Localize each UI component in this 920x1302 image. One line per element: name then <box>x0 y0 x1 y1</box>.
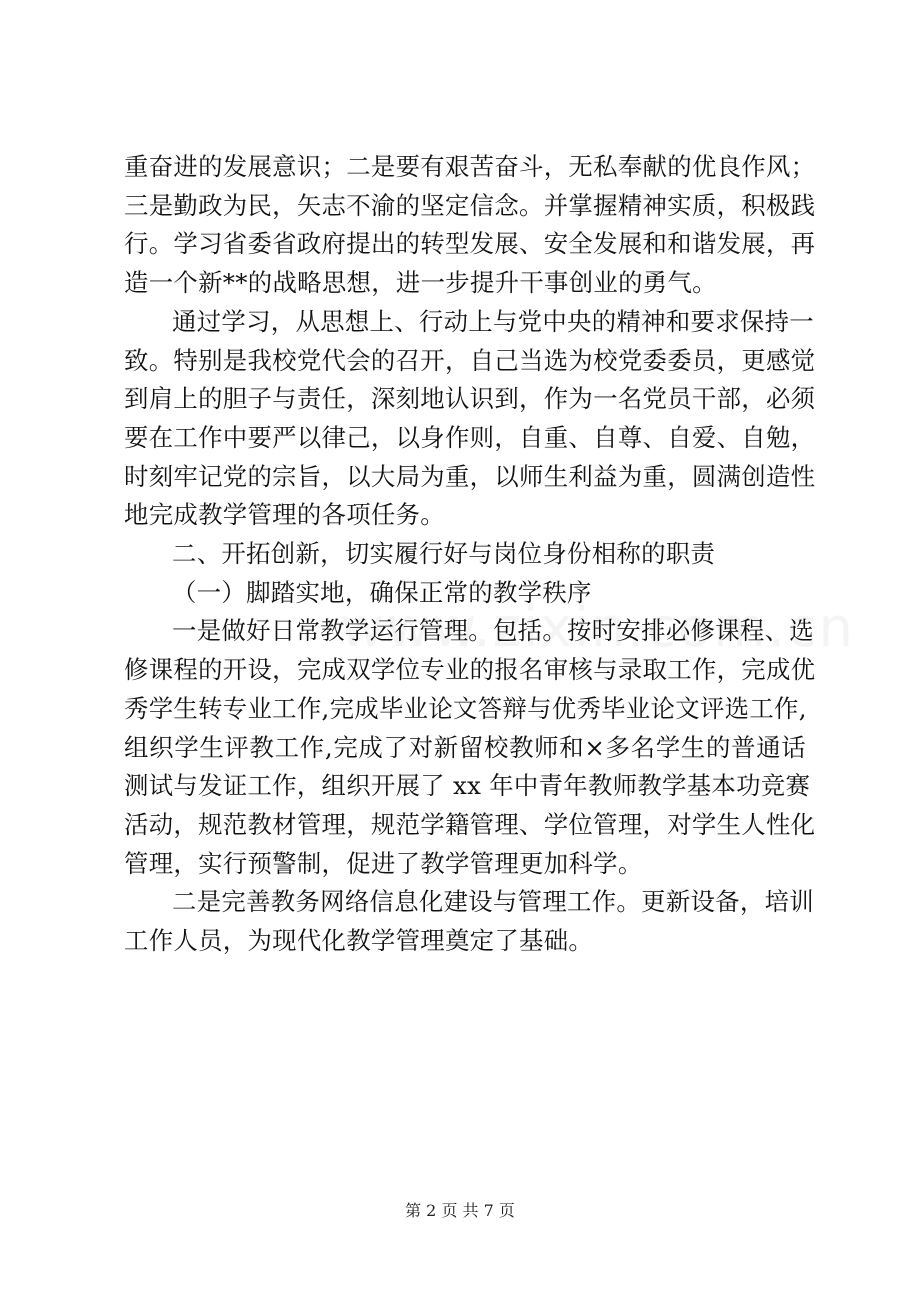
text-line: 秀学生转专业工作,完成毕业论文答辩与优秀毕业论文评选工作, <box>124 693 807 723</box>
text-line: 通过学习，从思想上、行动上与党中央的精神和要求保持一 <box>172 306 814 336</box>
text-line: 二是完善教务网络信息化建设与管理工作。更新设备，培训 <box>172 887 814 917</box>
document-body <box>124 148 816 961</box>
text-line: 二、开拓创新，切实履行好与岗位身份相称的职责 <box>172 539 716 569</box>
text-line: 时刻牢记党的宗旨，以大局为重，以师生利益为重，圆满创造性 <box>124 461 816 491</box>
text-line: 活动，规范教材管理，规范学籍管理、学位管理，对学生人性化 <box>124 809 816 839</box>
paragraph <box>124 883 814 960</box>
text-line: 要在工作中要严以律己，以身作则，自重、自尊、自爱、自勉， <box>124 422 816 452</box>
page-footer: 第 2 页 共 7 页 <box>405 1201 515 1220</box>
text-line: 工作人员，为现代化教学管理奠定了基础。 <box>124 926 594 956</box>
paragraph <box>124 574 806 613</box>
text-line: 到肩上的胆子与责任，深刻地认识到，作为一名党员干部，必须 <box>124 384 816 414</box>
text-line: 致。特别是我校党代会的召开，自己当选为校党委委员，更感觉 <box>124 345 816 375</box>
paragraph <box>124 612 816 883</box>
text-line: 行。学习省委省政府提出的转型发展、安全发展和和谐发展，再 <box>124 229 816 259</box>
text-line: 一是做好日常教学运行管理。包括。按时安排必修课程、选 <box>172 616 814 646</box>
text-line: 修课程的开设，完成双学位专业的报名审核与录取工作，完成优 <box>124 655 816 685</box>
text-line: 造一个新**的战略思想，进一步提升干事创业的勇气。 <box>124 268 717 298</box>
text-line: 组织学生评教工作,完成了对新留校教师和×多名学生的普通话 <box>124 732 806 762</box>
text-line: （一）脚踏实地，确保正常的教学秩序 <box>172 577 592 607</box>
paragraph <box>124 303 816 535</box>
text-line: 重奋进的发展意识；二是要有艰苦奋斗，无私奉献的优良作风； <box>124 152 816 181</box>
text-line: 地完成教学管理的各项任务。 <box>124 500 445 530</box>
text-line: 测试与发证工作，组织开展了 xx 年中青年教师教学基本功竞赛 <box>124 771 811 801</box>
text-line: 管理，实行预警制，促进了教学管理更加科学。 <box>124 848 643 878</box>
text-line: 三是勤政为民，矢志不渝的坚定信念。并掌握精神实质，积极践 <box>124 190 816 220</box>
paragraph <box>124 535 806 574</box>
paragraph <box>124 148 816 303</box>
